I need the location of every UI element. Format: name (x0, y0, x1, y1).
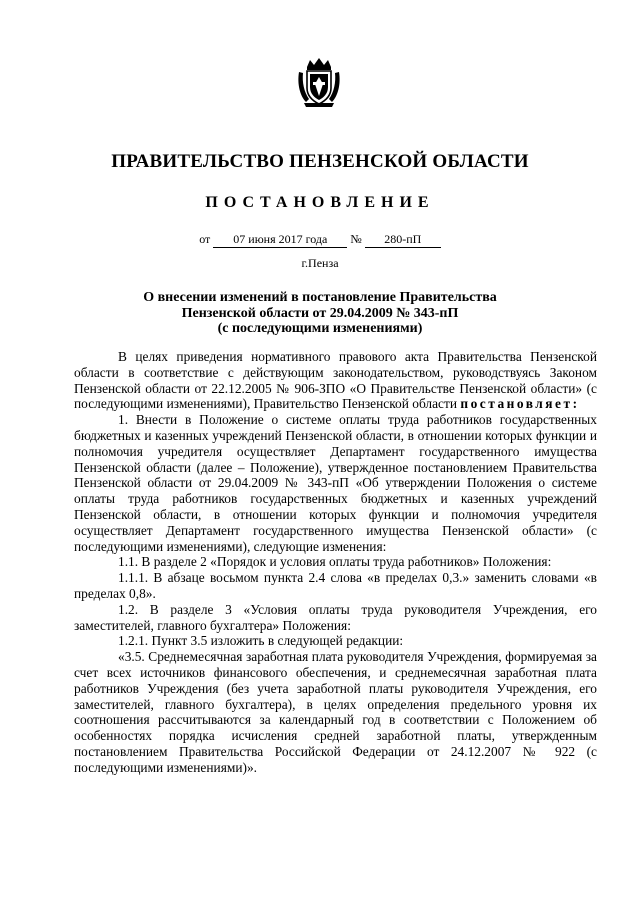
paragraph-intro (74, 349, 597, 412)
document-type: ПОСТАНОВЛЕНИЕ (205, 194, 435, 211)
paragraph-3-5: «3.5. Среднемесячная заработная плата руководителя Учреждения, формируемая за счет всех источников финансового обеспечения, и среднемесячная заработная плата работников Учреждения (без учета заработной платы руководителя Учреждения, его заместителей, главного бухгалтера), в целях определения предельного уровня их соотношения рассчитываются за календарный год в соответствии с Положением об особенностях порядка исчисления средней заработной платы, утвержденным постановлением Правительства Российской Федерации от 24.12.2007 № 922 (с последующими изменениями)». (74, 649, 597, 775)
paragraph-1-2-1: 1.2.1. Пункт 3.5 изложить в следующей редакции: (118, 633, 404, 649)
number-sign: № (350, 232, 362, 246)
paragraph-1: 1. Внести в Положение о системе оплаты труда работников государственных бюджетных и казенных учреждений Пензенской области, в отношении которых функции и полномочия учредителя осуществляет Департамент государственного имущества Пензенской области (далее – Положение), утвержденное постановлением Правительства Пензенской области от 29.04.2009 № 343-пП «Об утверждении Положения о системе оплаты труда работников государственных бюджетных и казенных учреждений Пензенской области, в отношении которых функции и полномочия учредителя осуществляет Департамент государственного имущества Пензенской области» (с последующими изменениями), следующие изменения: (74, 412, 597, 554)
document-subject (100, 290, 540, 337)
subject-line: О внесении изменений в постановление Правительства (143, 290, 497, 305)
government-title: ПРАВИТЕЛЬСТВО ПЕНЗЕНСКОЙ ОБЛАСТИ (111, 151, 529, 172)
city: г.Пенза (301, 256, 339, 270)
coat-of-arms-icon (296, 58, 342, 108)
document-number: 280-пП (365, 232, 441, 248)
subject-line: (с последующими изменениями) (217, 321, 423, 336)
intro-text: В целях приведения нормативного правового акта Правительства Пензенской области в соответствие с действующим законодательством, руководствуясь Законом Пензенской области от 22.12.2005 № 906-ЗПО «О Правительстве Пензенской области» (с последующими изменениями), Правительство Пензенской области (74, 349, 597, 412)
paragraph-1-2: 1.2. В разделе 3 «Условия оплаты труда руководителя Учреждения, его заместителей, главного бухгалтера» Положения: (74, 601, 597, 633)
date-prefix: от (199, 232, 211, 246)
resolves-word: постановляет: (460, 396, 580, 412)
document-date: 07 июня 2017 года (213, 232, 347, 248)
date-number-line (0, 232, 640, 248)
subject-line: Пензенской области от 29.04.2009 № 343-пП (181, 305, 459, 321)
paragraph-1-1: 1.1. В разделе 2 «Порядок и условия оплаты труда работников» Положения: (118, 554, 552, 570)
paragraph-1-1-1: 1.1.1. В абзаце восьмом пункта 2.4 слова «в пределах 0,3.» заменить словами «в пределах 0,8». (74, 570, 597, 601)
document-body (74, 349, 597, 776)
